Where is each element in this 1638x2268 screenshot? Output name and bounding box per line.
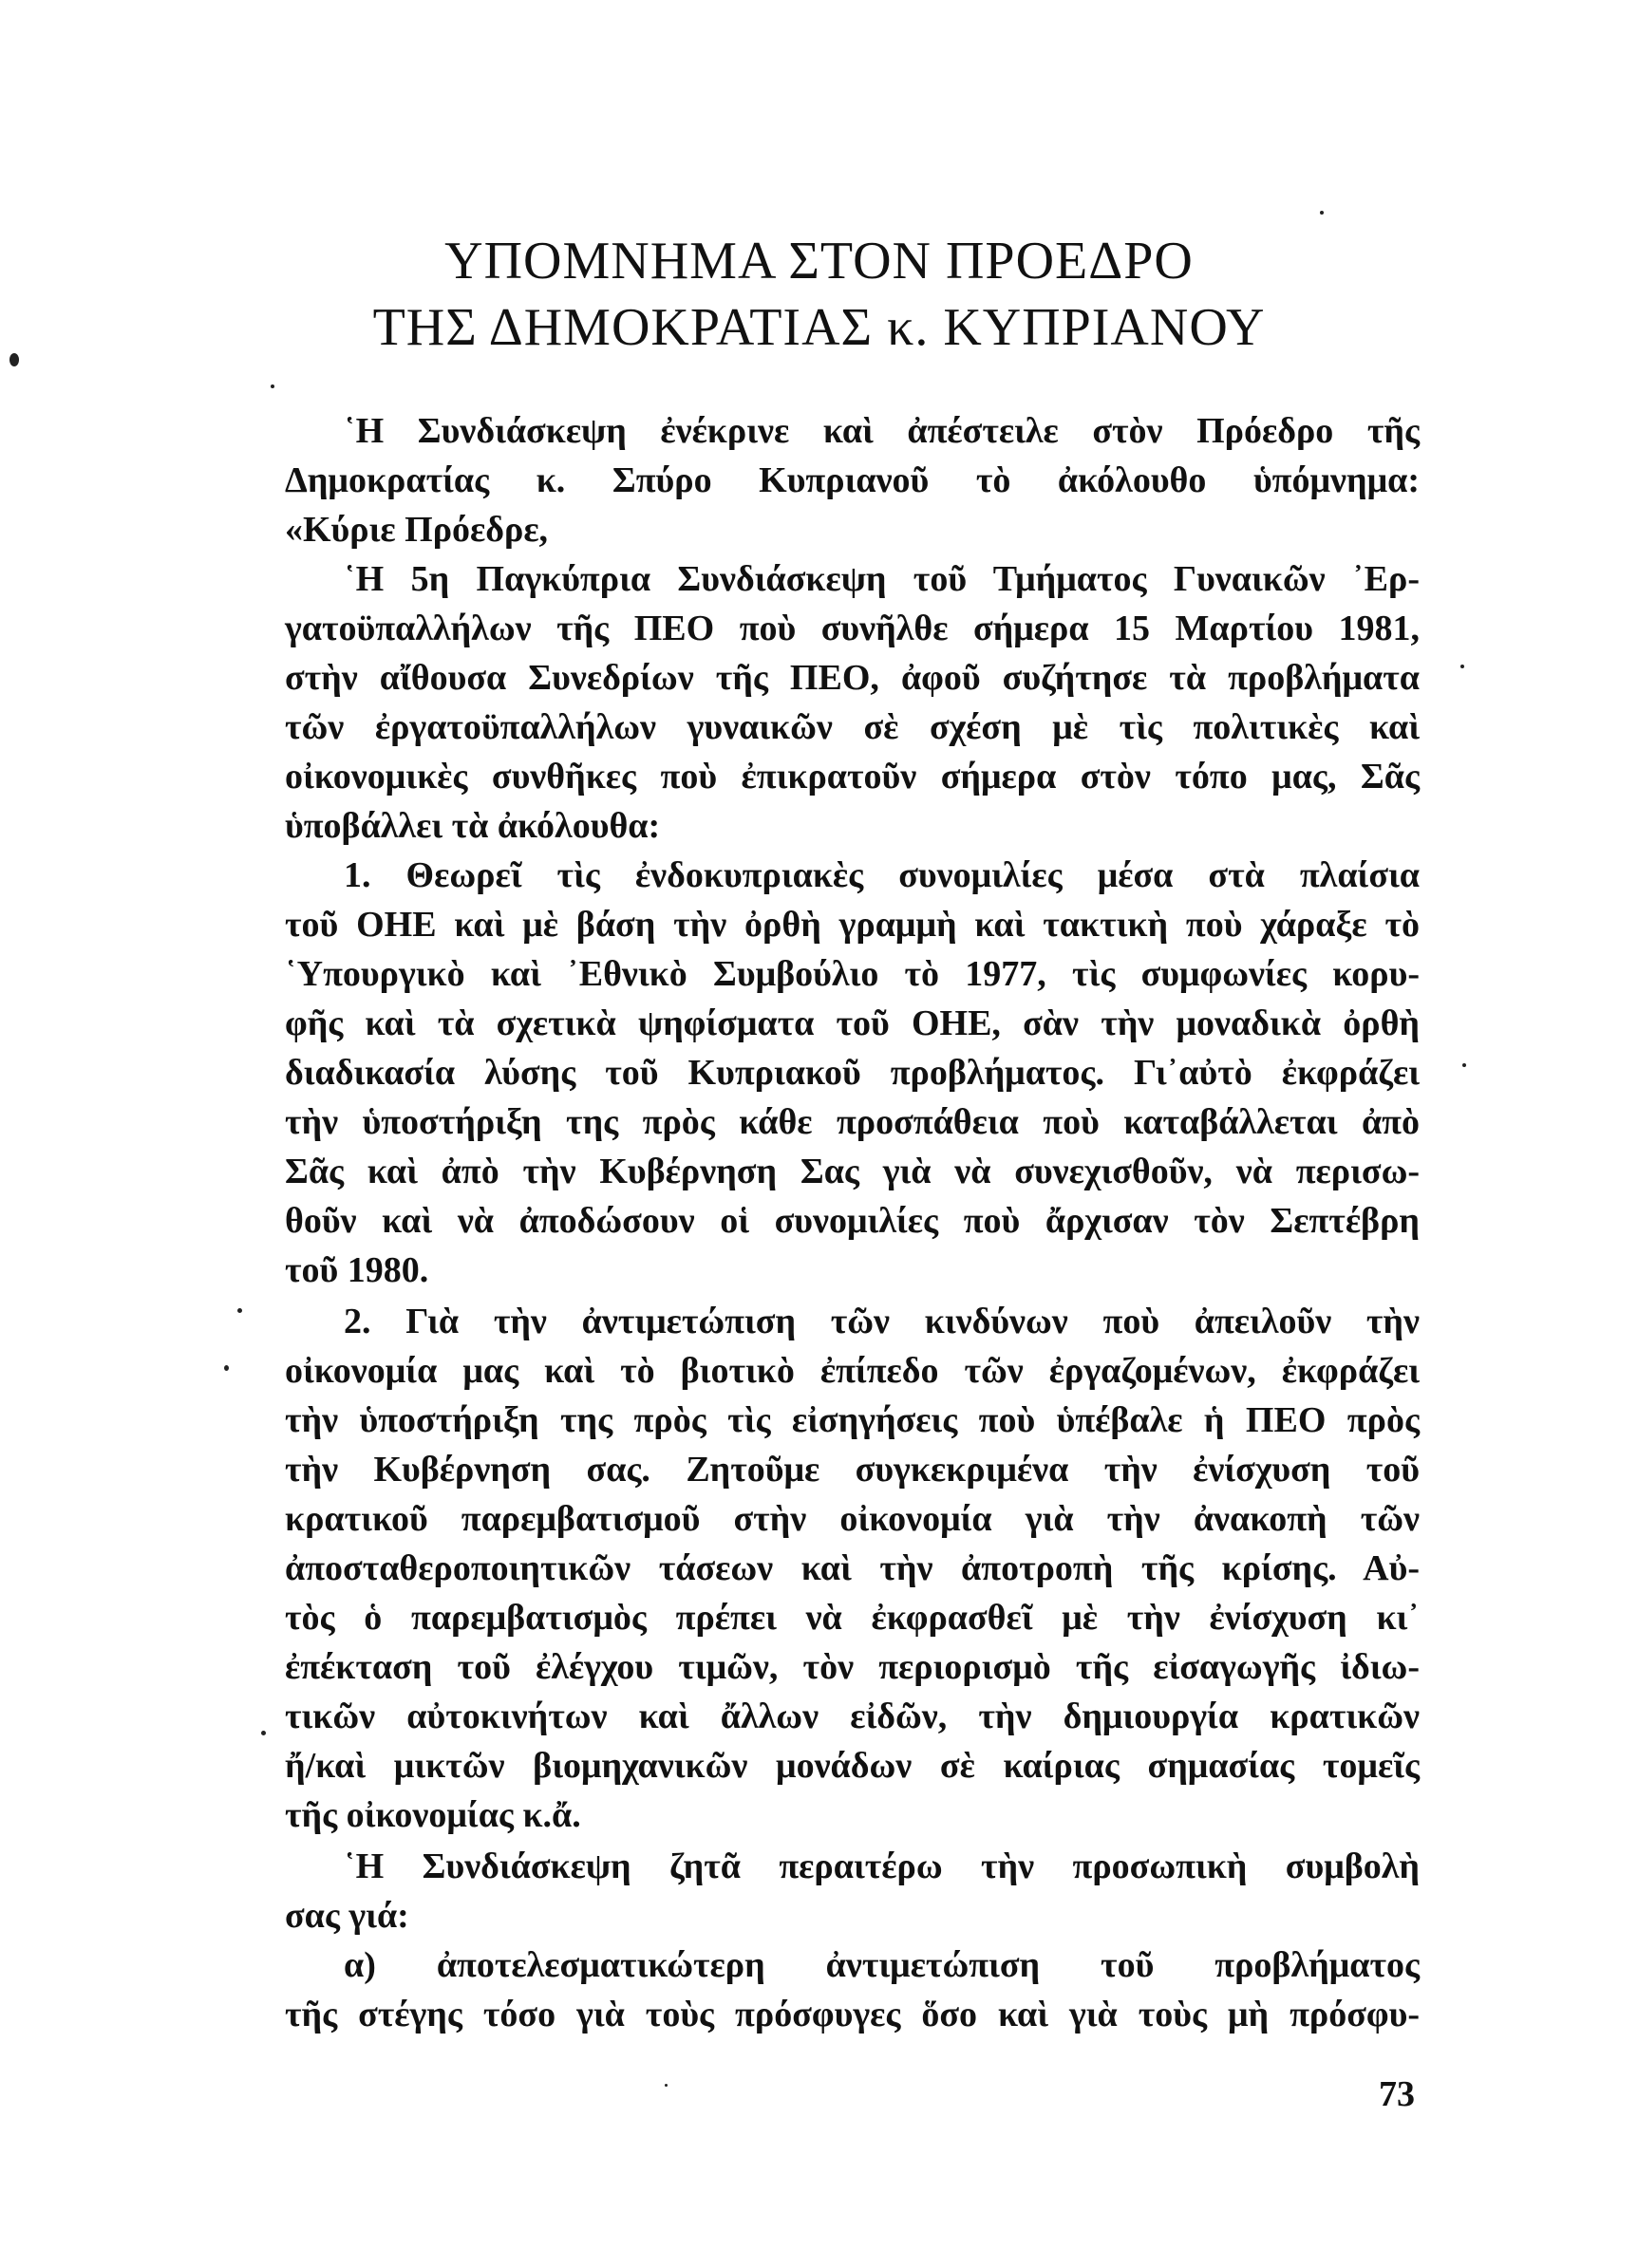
- text-line: ῾Η Συνδιάσκεψη ἐνέκρινε καὶ ἀπέστειλε στὸν Πρόεδρο τῆς: [344, 411, 1420, 451]
- text-line: οἰκονομικὲς συνθῆκες ποὺ ἐπικρατοῦν σήμερα στὸν τόπο μας, Σᾶς: [285, 757, 1420, 797]
- text-line: ῾Η Συνδιάσκεψη ζητᾶ περαιτέρω τὴν προσωπικὴ συμβολὴ: [344, 1846, 1420, 1886]
- scan-speck: [261, 1731, 266, 1735]
- title-line-1: ΥΠΟΜΝΗΜΑ ΣΤΟΝ ΠΡΟΕΔΡΟ: [444, 232, 1194, 291]
- scan-speck: [9, 353, 19, 366]
- text-line: Δημοκρατίας κ. Σπύρο Κυπριανοῦ τὸ ἀκόλουθο ὑπόμνημα:: [285, 460, 1420, 500]
- text-line: στὴν αἴθουσα Συνεδρίων τῆς ΠΕΟ, ἀφοῦ συζήτησε τὰ προβλήματα: [285, 658, 1420, 698]
- text-line: ῾Η 5η Παγκύπρια Συνδιάσκεψη τοῦ Τμήματος Γυναικῶν ᾿Ερ-: [344, 559, 1420, 599]
- text-line: τικῶν αὐτοκινήτων καὶ ἄλλων εἰδῶν, τὴν δημιουργία κρατικῶν: [285, 1696, 1420, 1736]
- text-line: ὑποβάλλει τὰ ἀκόλουθα:: [285, 806, 661, 846]
- scan-speck: [665, 2084, 668, 2087]
- memo-body: [285, 406, 1420, 2039]
- text-line: σας γιά:: [285, 1896, 409, 1936]
- text-line: τὴν ὑποστήριξη της πρὸς κάθε προσπάθεια ποὺ καταβάλλεται ἀπὸ: [285, 1102, 1420, 1142]
- text-line: διαδικασία λύσης τοῦ Κυπριακοῦ προβλήματος. Γι᾿αὐτὸ ἐκφράζει: [285, 1053, 1420, 1093]
- scan-speck: [1460, 665, 1464, 668]
- text-line: οἰκονομία μας καὶ τὸ βιοτικὸ ἐπίπεδο τῶν ἐργαζομένων, ἐκφράζει: [285, 1351, 1420, 1391]
- text-line: α) ἀποτελεσματικώτερη ἀντιμετώπιση τοῦ προβλήματος: [344, 1945, 1420, 1985]
- text-line: τῆς στέγης τόσο γιὰ τοὺς πρόσφυγες ὅσο καὶ γιὰ τοὺς μὴ πρόσφυ-: [285, 1995, 1420, 2034]
- text-line: τοῦ ΟΗΕ καὶ μὲ βάση τὴν ὀρθὴ γραμμὴ καὶ τακτικὴ ποὺ χάραξε τὸ: [285, 905, 1420, 945]
- text-line: γατοϋπαλλήλων τῆς ΠΕΟ ποὺ συνῆλθε σήμερα 15 Μαρτίου 1981,: [285, 609, 1420, 648]
- scan-speck: [224, 1365, 229, 1371]
- text-line: Σᾶς καὶ ἀπὸ τὴν Κυβέρνηση Σας γιὰ νὰ συνεχισθοῦν, νὰ περισω-: [285, 1152, 1420, 1191]
- text-line: τῶν ἐργατοϋπαλλήλων γυναικῶν σὲ σχέση μὲ τὶς πολιτικὲς καὶ: [285, 707, 1420, 747]
- text-line: τοῦ 1980.: [285, 1250, 429, 1290]
- text-line: τῆς οἰκονομίας κ.ἄ.: [285, 1795, 581, 1835]
- text-line: «Κύριε Πρόεδρε,: [285, 510, 549, 550]
- title-line-2: ΤΗΣ ΔΗΜΟΚΡΑΤΙΑΣ κ. ΚΥΠΡΙΑΝΟΥ: [372, 298, 1266, 357]
- scan-speck: [1320, 211, 1324, 215]
- text-line: κρατικοῦ παρεμβατισμοῦ στὴν οἰκονομία γιὰ τὴν ἀνακοπὴ τῶν: [285, 1499, 1420, 1539]
- text-line: θοῦν καὶ νὰ ἀποδώσουν οἱ συνομιλίες ποὺ ἄρχισαν τὸν Σεπτέβρη: [285, 1201, 1420, 1241]
- scan-speck: [271, 384, 274, 388]
- text-line: 2. Γιὰ τὴν ἀντιμετώπιση τῶν κινδύνων ποὺ ἀπειλοῦν τὴν: [344, 1302, 1420, 1341]
- text-line: τὴν Κυβέρνηση σας. Ζητοῦμε συγκεκριμένα τὴν ἐνίσχυση τοῦ: [285, 1450, 1420, 1490]
- text-line: ἤ/καὶ μικτῶν βιομηχανικῶν μονάδων σὲ καίριας σημασίας τομεῖς: [285, 1746, 1420, 1786]
- memo-title: [0, 228, 1638, 361]
- text-line: ἐπέκταση τοῦ ἐλέγχου τιμῶν, τὸν περιορισμὸ τῆς εἰσαγωγῆς ἰδιω-: [285, 1647, 1420, 1687]
- text-line: 1. Θεωρεῖ τὶς ἐνδοκυπριακὲς συνομιλίες μέσα στὰ πλαίσια: [344, 855, 1420, 895]
- text-line: τὸς ὁ παρεμβατισμὸς πρέπει νὰ ἐκφρασθεῖ μὲ τὴν ἐνίσχυση κι᾿: [285, 1598, 1420, 1638]
- scan-speck: [1462, 1063, 1466, 1067]
- text-line: ῾Υπουργικὸ καὶ ᾿Εθνικὸ Συμβούλιο τὸ 1977, τὶς συμφωνίες κορυ-: [285, 954, 1420, 994]
- page-number: 73: [1379, 2074, 1415, 2114]
- text-line: τὴν ὑποστήριξη της πρὸς τὶς εἰσηγήσεις ποὺ ὑπέβαλε ἡ ΠΕΟ πρὸς: [285, 1400, 1420, 1440]
- scan-speck: [237, 1308, 242, 1313]
- text-line: φῆς καὶ τὰ σχετικὰ ψηφίσματα τοῦ ΟΗΕ, σὰν τὴν μοναδικὰ ὀρθὴ: [285, 1003, 1420, 1043]
- text-line: ἀποσταθεροποιητικῶν τάσεων καὶ τὴν ἀποτροπὴ τῆς κρίσης. Αὐ-: [285, 1548, 1420, 1588]
